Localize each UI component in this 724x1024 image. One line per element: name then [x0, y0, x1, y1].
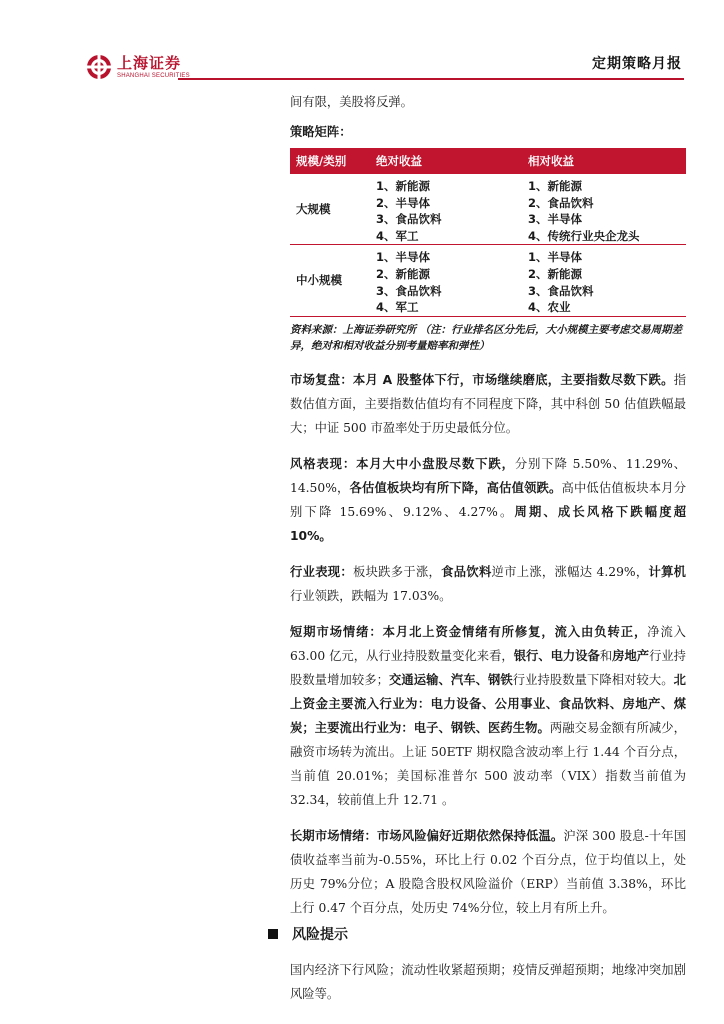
- logo-chinese-name: 上海证券: [117, 53, 182, 72]
- short-term-bold-4: 交通运输、汽车、钢铁: [388, 672, 513, 687]
- header-scale: 规模/类别: [290, 148, 370, 174]
- risk-text: 国内经济下行风险；流动性收紧超预期；疫情反弹超预期；地缘冲突加剧风险等。: [290, 962, 686, 1001]
- industry-bold-3: 计算机: [648, 564, 686, 579]
- market-review-text: 指数估值方面，主要指数估值均有不同程度下降，其中科创 50 估值跌幅最大；中证 500 市盈率处于历史最低分位。: [290, 372, 686, 435]
- market-review-lead: 市场复盘：本月 A 股整体下行，市场继续磨底，主要指数尽数下跌。: [290, 372, 674, 387]
- table-source-note: 资料来源：上海证券研究所 （注：行业排名区分先后，大小规模主要考虑交易周期差异，绝对和相对收益分别考量赔率和弹性）: [290, 323, 683, 352]
- table-cell: 3、食品饮料: [528, 283, 594, 298]
- table-cell: 2、食品饮料: [528, 195, 594, 210]
- style-text-2: 高中低估值板块本月分别下降 15.69%、9.12%、4.27%。: [290, 480, 686, 519]
- strategy-matrix-table: [290, 148, 686, 317]
- table-cell: 4、农业: [522, 299, 686, 316]
- long-term-lead: 长期市场情绪：市场风险偏好近期依然保持低温。: [290, 828, 564, 843]
- logo-emblem-icon: [86, 54, 112, 80]
- header-divider: [178, 78, 684, 80]
- short-term-bold-2: 银行、电力设备: [513, 648, 600, 663]
- short-term-text-1: 净流入 63.00 亿元，从行业持股数量变化来看，: [290, 624, 686, 663]
- table-cell: 4、军工: [370, 228, 522, 245]
- table-cell: 3、食品饮料: [376, 212, 442, 227]
- table-cell: 1、新能源: [528, 179, 583, 193]
- square-bullet-icon: [268, 929, 278, 939]
- style-lead: 风格表现：本月大中小盘股尽数下跌，: [290, 456, 515, 471]
- category-large: 大规模: [290, 174, 370, 245]
- risk-title: 风险提示: [292, 926, 348, 943]
- header-relative: 相对收益: [522, 148, 686, 174]
- long-term-paragraph: [290, 824, 686, 920]
- short-term-text-4: 行业持股数量下降相对较大。: [512, 672, 674, 687]
- report-type-title: 定期策略月报: [592, 56, 682, 72]
- table-header-row: [290, 148, 686, 174]
- table-row: [290, 245, 686, 266]
- intro-text: 间有限，美股将反弹。: [290, 95, 413, 109]
- table-cell: 1、半导体: [528, 250, 583, 265]
- table-cell: 2、半导体: [376, 195, 431, 210]
- main-content: [290, 90, 686, 1006]
- table-cell: 4、传统行业央企龙头: [522, 228, 686, 245]
- table-row: [290, 174, 686, 195]
- industry-paragraph: [290, 560, 686, 608]
- company-logo: [86, 54, 190, 80]
- short-term-paragraph: [290, 620, 686, 812]
- header-absolute: 绝对收益: [370, 148, 522, 174]
- table-cell: 2、新能源: [376, 266, 431, 281]
- risk-section-heading: [268, 924, 686, 944]
- market-review-paragraph: [290, 368, 686, 440]
- industry-text-2: 逆市上涨，涨幅达 4.29%，: [491, 564, 649, 579]
- industry-text-1: 板块跌多于涨，: [352, 564, 442, 579]
- style-text-1: 分别下降 5.50%、11.29%、14.50%，: [290, 456, 686, 495]
- logo-english-name: SHANGHAI SECURITIES: [117, 72, 190, 79]
- table-cell: 3、半导体: [528, 212, 583, 227]
- short-term-bold-5: 北上资金主要流入行业为：电力设备、公用事业、食品饮料、房地产、煤炭；主要流出行业为：电子、钢铁、医药生物。: [290, 672, 686, 735]
- industry-bold-2: 食品饮料: [441, 564, 492, 579]
- table-cell: 1、半导体: [376, 250, 431, 265]
- short-term-bold-3: 房地产: [612, 648, 650, 663]
- long-term-text: 沪深 300 股息-十年国债收益率当前为-0.55%，环比上行 0.02 个百分点，位于均值以上，处历史 79%分位；A 股隐含股权风险溢价（ERP）当前值 3.38%，环比上行 0.47 个百分点，处历史 74%分位，较上月有所上升。: [290, 828, 686, 915]
- short-term-lead: 短期市场情绪：本月北上资金情绪有所修复，流入由负转正，: [290, 624, 648, 639]
- table-cell: 2、新能源: [528, 266, 583, 281]
- style-paragraph: [290, 452, 686, 548]
- style-bold-3: 周期、成长风格下跌幅度超 10%。: [290, 504, 686, 543]
- table-cell: 1、新能源: [376, 179, 431, 193]
- category-small-mid: 中小规模: [290, 245, 370, 316]
- short-term-text-3: 行业持股数量增加较多；: [290, 648, 686, 687]
- short-term-text-2: 和: [599, 648, 613, 663]
- table-cell: 3、食品饮料: [376, 283, 442, 298]
- industry-lead: 行业表现：: [290, 564, 353, 579]
- strategy-matrix-title: 策略矩阵：: [290, 125, 352, 139]
- table-cell: 4、军工: [370, 299, 522, 316]
- short-term-text-5: 两融交易金额有所减少，融资市场转为流出。上证 50ETF 期权隐含波动率上行 1.44 个百分点，当前值 20.01%；美国标准普尔 500 波动率（VIX）指数当前值为 32.34，较前值上升 12.71 。: [290, 720, 686, 807]
- style-bold-2: 各估值板块均有所下降，高估值领跌。: [349, 480, 562, 495]
- industry-text-3: 行业领跌，跌幅为 17.03%。: [290, 588, 452, 603]
